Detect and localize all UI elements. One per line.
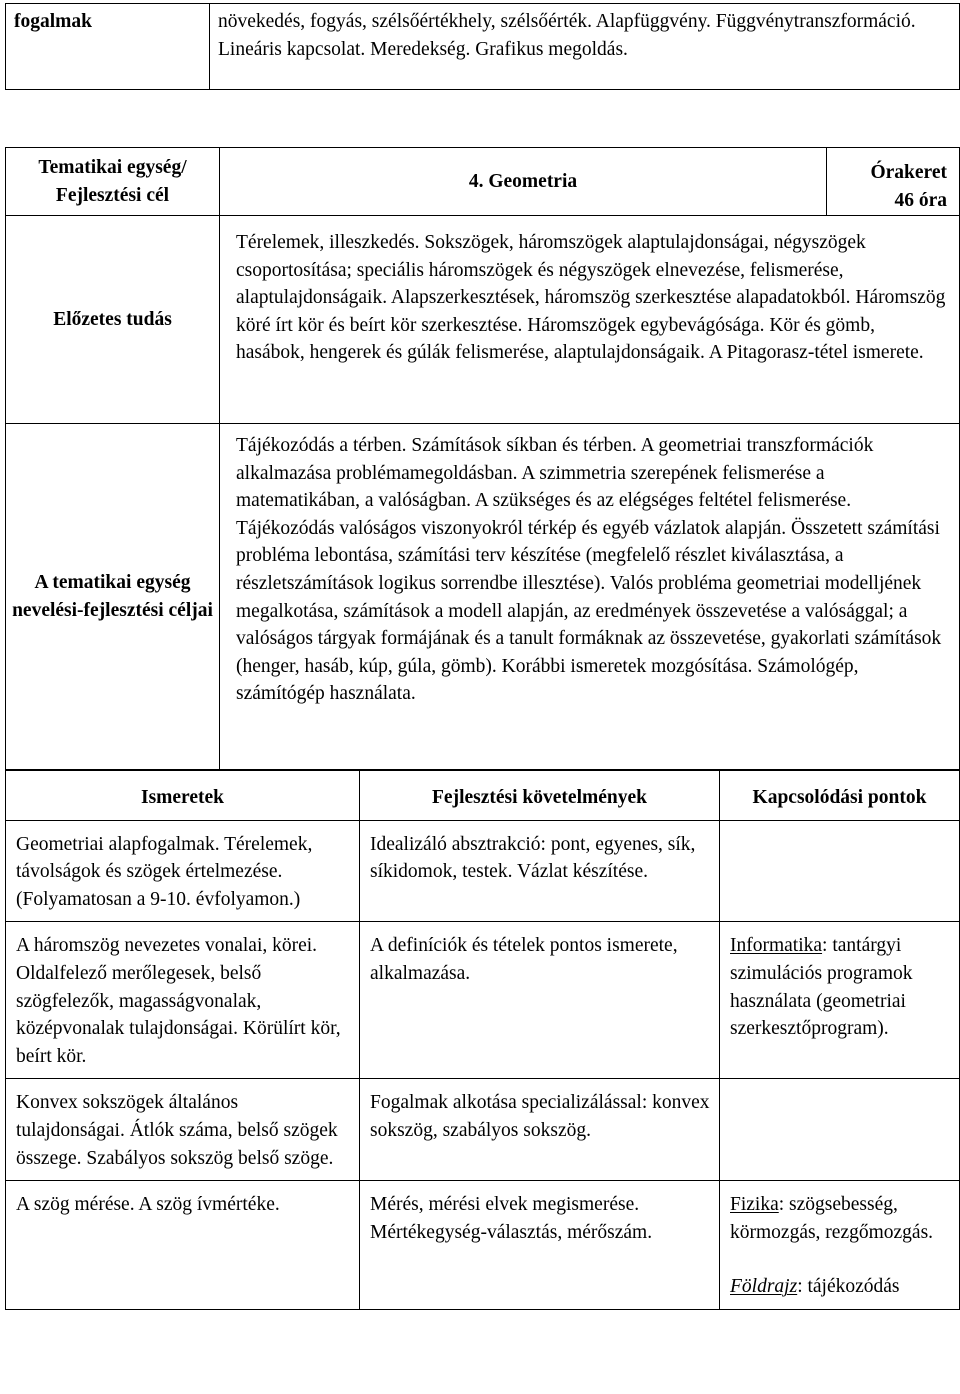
unit-title: 4. Geometria [220,148,827,216]
header-kapcsolodas: Kapcsolódási pontok [720,771,960,821]
table-row [6,820,960,922]
kovetelmenyek-cell: A definíciók és tételek pontos ismerete, alkalmazása. [360,922,720,1079]
header-kovetelmenyek: Fejlesztési követelmények [360,771,720,821]
kovetelmenyek-cell: Mérés, mérési elvek megismerése. Mértékegység-választás, mérőszám. [360,1181,720,1310]
hours-value: 46 óra [894,189,947,211]
prior-knowledge-label: Előzetes tudás [6,216,220,424]
goals-text: Tájékozódás a térben. Számítások síkban és térben. A geometriai transzformációk alkalmazása problémamegoldásban. A szimmetria szerepének felismerése a matematikában, a valóságban. A szükséges és az elégséges feltétel felismerése. Tájékozódás valóságos viszonyokról térkép és egyéb vázlatok alapján. Összetett számítási probléma lebontása, számítási terv készítése (megfelelő részlet kiválasztása, a részletszámítások logikus sorrendbe illesztése). Valós probléma geometriai modelljének megalkotása, számítások a modell alapján, az eredmények összevetése a valósággal; a valóságos tárgyak formájának és a tanult formáknak az összevetése, gyakorlati számítások (henger, hasáb, kúp, gúla, gömb). Korábbi ismeretek mozgósítása. Számológép, számítógép használata. [220,424,960,770]
unit-label: Tematikai egység/ Fejlesztési cél [6,148,220,216]
terms-table [5,3,960,90]
hours-cell [827,148,960,216]
ismeretek-cell: A szög mérése. A szög ívmértéke. [6,1181,360,1310]
ismeretek-cell: A háromszög nevezetes vonalai, körei. Oldalfelező merőlegesek, belső szögfelezők, magasságvonalak, középvonalak tulajdonságai. Körülírt kör, beírt kör. [6,922,360,1079]
table-row [6,922,960,1079]
subject-link: Földrajz [730,1276,798,1298]
content-table [5,770,960,1310]
table-row [6,1079,960,1181]
ismeretek-cell: Konvex sokszögek általános tulajdonságai. Átlók száma, belső szögek összege. Szabályos sokszög belső szöge. [6,1079,360,1181]
hours-label: Órakeret [870,162,947,183]
prior-knowledge-text: Térelemek, illeszkedés. Sokszögek, háromszögek alaptulajdonságai, négyszögek csoportosítása; speciális háromszögek és négyszögek elnevezése, felismerése, alaptulajdonságaik. Alapszerkesztések, háromszög szerkesztése alapadatokból. Háromszög köré írt kör és beírt kör szerkesztése. Háromszögek egybevágósága. Kör és gömb, hasábok, hengerek és gúlák felismerése, alaptulajdonságaik. A Pitagorasz-tétel ismerete. [220,216,960,424]
unit-table [5,147,960,770]
subject-link: Fizika [730,1194,779,1216]
kapcsolodas-cell [720,1181,960,1310]
kovetelmenyek-cell: Fogalmak alkotása specializálással: konvex sokszög, szabályos sokszög. [360,1079,720,1181]
kapcsolodas-cell [720,820,960,922]
connection-text: : szögsebesség, körmozgás, rezgőmozgás. [730,1194,934,1243]
goals-label: A tematikai egység nevelési-fejlesztési céljai [6,424,220,770]
kapcsolodas-cell [720,1079,960,1181]
kovetelmenyek-cell: Idealizáló absztrakció: pont, egyenes, sík, síkidomok, testek. Vázlat készítése. [360,820,720,922]
connection-text: : tájékozódás [797,1276,900,1298]
table-row [6,1181,960,1310]
ismeretek-cell: Geometriai alapfogalmak. Térelemek, távolságok és szögek értelmezése. (Folyamatosan a 9-10. évfolyamon.) [6,820,360,922]
header-ismeretek: Ismeretek [6,771,360,821]
terms-key: fogalmak [6,4,210,90]
terms-value: növekedés, fogyás, szélsőértékhely, szélsőérték. Alapfüggvény. Függvénytranszformáció. Lineáris kapcsolat. Meredekség. Grafikus megoldás. [210,4,960,90]
connection-text: : tantárgyi szimulációs programok használata (geometriai szerkesztőprogram). [730,935,913,1040]
kapcsolodas-cell [720,922,960,1079]
subject-link: Informatika [730,935,823,957]
